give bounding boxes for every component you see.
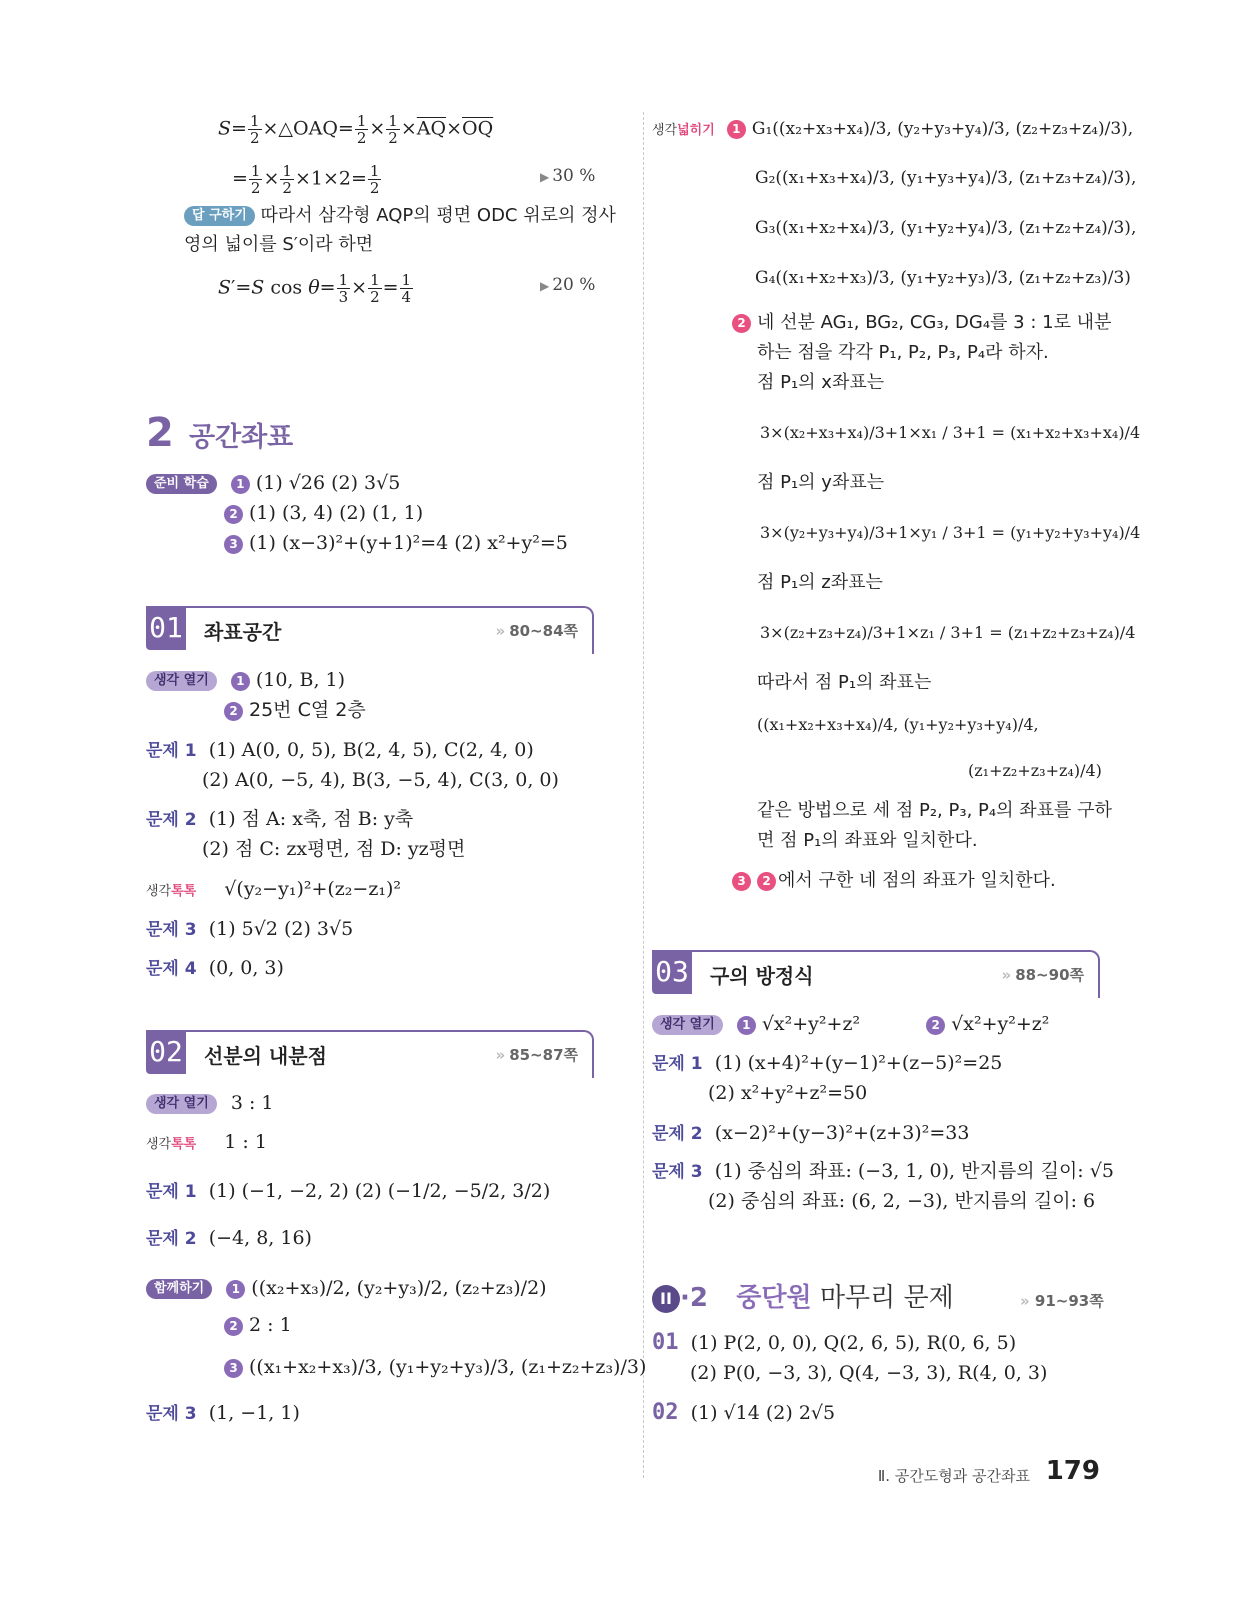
- u1-q3: 문제 3 (1) 5√2 (2) 3√5: [146, 918, 354, 940]
- u3-q3-a: 문제 3 (1) 중심의 좌표: (−3, 1, 0), 반지름의 길이: √5: [652, 1160, 1114, 1182]
- u2-together-2: 2 2 : 1: [224, 1312, 292, 1338]
- p2-line-1: 2 네 선분 AG₁, BG₂, CG₃, DG₄를 3 : 1로 내분: [732, 310, 1111, 336]
- g2-line: G₂((x₁+x₃+x₄)/3, (y₁+y₃+y₄)/3, (z₁+z₃+z₄)/3),: [755, 168, 1137, 188]
- area-eq-1: S= $\frac{1}{2}$ ×△OAQ= $\frac{1}{2}$ × $\frac{1}{2}$ $\times\overline{AQ}\times\overline{OQ}$: [218, 112, 494, 147]
- y-expr: 3×(y₂+y₃+y₄)/3+1×y₁ / 3+1 = (y₁+y₂+y₃+y₄)/4: [760, 523, 1141, 542]
- unit-02-header: 02 선분의 내분점 » 85~87쪽: [146, 1030, 594, 1078]
- page-number: 179: [1045, 1456, 1100, 1486]
- g1-line: 생각넓히기 1 G₁((x₂+x₃+x₄)/3, (y₂+y₃+y₄)/3, (z₂+z₃+z₄)/3),: [652, 119, 1134, 139]
- footer-section: Ⅱ. 공간도형과 공간좌표: [877, 1467, 1030, 1485]
- answer-line-1: 답 구하기 따라서 삼각형 AQP의 평면 ODC 위로의 정사: [184, 203, 616, 229]
- u1-q4: 문제 4 (0, 0, 3): [146, 957, 284, 979]
- answer-line-2: 영의 넓이를 S′이라 하면: [184, 234, 374, 255]
- u1-q1-b: (2) A(0, −5, 4), B(3, −5, 4), C(3, 0, 0): [202, 769, 559, 791]
- same-line-2: 면 점 P₁의 좌표와 일치한다.: [757, 830, 978, 851]
- prep-1: 준비 학습 1 (1) √26 (2) 3√5: [146, 470, 400, 496]
- u1-think-1: 생각 열기 1 (10, B, 1): [146, 667, 345, 693]
- p3-line: 3 2 에서 구한 네 점의 좌표가 일치한다.: [732, 868, 1056, 894]
- u3-think: 생각 열기 1 √x²+y²+z² 2 √x²+y²+z²: [652, 1011, 1049, 1037]
- m01-a: 01 (1) P(2, 0, 0), Q(2, 6, 5), R(0, 6, 5): [652, 1330, 1017, 1355]
- u1-think-2: 2 25번 C열 2층: [224, 697, 366, 723]
- sprime-eq: S′=S cos θ= $\frac{1}{3}$ × $\frac{1}{2}$ = $\frac{1}{4}$: [218, 271, 412, 306]
- section-title: 공간좌표: [188, 422, 294, 453]
- y-intro: 점 P₁의 y좌표는: [757, 472, 885, 493]
- u1-q1-a: 문제 1 (1) A(0, 0, 5), B(2, 4, 5), C(2, 4, 0): [146, 739, 534, 761]
- unit-01-header: 01 좌표공간 » 80~84쪽: [146, 606, 594, 654]
- prep-badge: 준비 학습: [146, 474, 217, 494]
- coord-intro: 따라서 점 P₁의 좌표는: [757, 672, 932, 693]
- p2-line-2: 하는 점을 각각 P₁, P₂, P₃, P₄라 하자.: [757, 342, 1049, 363]
- answer-badge: 답 구하기: [184, 206, 255, 226]
- z-intro: 점 P₁의 z좌표는: [757, 572, 883, 593]
- u2-together-3: 3 ((x₁+x₂+x₃)/3, (y₁+y₂+y₃)/3, (z₁+z₂+z₃)/3): [224, 1354, 646, 1380]
- u3-q1-b: (2) x²+y²+z²=50: [708, 1082, 868, 1104]
- area-eq-2: = $\frac{1}{2}$ × $\frac{1}{2}$ ×1×2= $\frac{1}{2}$: [232, 162, 380, 197]
- column-divider: [643, 112, 644, 1478]
- g3-line: G₃((x₁+x₂+x₄)/3, (y₁+y₂+y₄)/3, (z₁+z₂+z₄)/3),: [755, 218, 1137, 238]
- u1-q2-b: (2) 점 C: zx평면, 점 D: yz평면: [202, 838, 466, 860]
- think-badge: 생각 열기: [146, 671, 217, 691]
- same-line-1: 같은 방법으로 세 점 P₂, P₃, P₄의 좌표를 구하: [757, 800, 1112, 821]
- u1-talk: 생각톡톡 √(y₂−y₁)²+(z₂−z₁)²: [146, 878, 402, 900]
- u2-together-1: 함께하기 1 ((x₂+x₃)/2, (y₂+y₃)/2, (z₂+z₃)/2): [146, 1275, 547, 1301]
- mid-unit-title: II ·2 중단원 마무리 문제: [652, 1282, 954, 1314]
- u2-talk: 생각톡톡 1 : 1: [146, 1131, 267, 1153]
- m01-b: (2) P(0, −3, 3), Q(4, −3, 3), R(4, 0, 3): [690, 1362, 1048, 1384]
- u2-q1: 문제 1 (1) (−1, −2, 2) (2) (−1/2, −5/2, 3/2): [146, 1180, 551, 1202]
- u3-q2: 문제 2 (x−2)²+(y−3)²+(z+3)²=33: [652, 1122, 970, 1144]
- score-20: ▶ 20 %: [540, 275, 596, 295]
- coord-expr-2: (z₁+z₂+z₃+z₄)/4): [968, 761, 1102, 780]
- x-expr: 3×(x₂+x₃+x₄)/3+1×x₁ / 3+1 = (x₁+x₂+x₃+x₄)/4: [760, 423, 1141, 442]
- u1-q2-a: 문제 2 (1) 점 A: x축, 점 B: y축: [146, 808, 414, 830]
- section-heading: 2 공간좌표: [146, 410, 294, 456]
- u2-think: 생각 열기 3 : 1: [146, 1090, 273, 1116]
- g4-line: G₄((x₁+x₂+x₃)/3, (y₁+y₂+y₃)/3, (z₁+z₂+z₃)/3): [755, 268, 1131, 288]
- z-expr: 3×(z₂+z₃+z₄)/3+1×z₁ / 3+1 = (z₁+z₂+z₃+z₄)/4: [760, 623, 1136, 642]
- u2-q3: 문제 3 (1, −1, 1): [146, 1402, 300, 1424]
- u2-q2: 문제 2 (−4, 8, 16): [146, 1227, 312, 1249]
- m02: 02 (1) √14 (2) 2√5: [652, 1400, 836, 1425]
- score-30: ▶ 30 %: [540, 166, 596, 186]
- prep-3: 3 (1) (x−3)²+(y+1)²=4 (2) x²+y²=5: [224, 530, 568, 556]
- coord-expr-1: ((x₁+x₂+x₃+x₄)/4, (y₁+y₂+y₃+y₄)/4,: [757, 715, 1039, 734]
- prep-2: 2 (1) (3, 4) (2) (1, 1): [224, 500, 423, 526]
- mid-pages: » 91~93쪽: [1020, 1292, 1104, 1310]
- u3-q1-a: 문제 1 (1) (x+4)²+(y−1)²+(z−5)²=25: [652, 1052, 1003, 1074]
- u3-q3-b: (2) 중심의 좌표: (6, 2, −3), 반지름의 길이: 6: [708, 1190, 1096, 1212]
- unit-03-header: 03 구의 방정식 » 88~90쪽: [652, 950, 1100, 998]
- p2-line-3: 점 P₁의 x좌표는: [757, 372, 885, 393]
